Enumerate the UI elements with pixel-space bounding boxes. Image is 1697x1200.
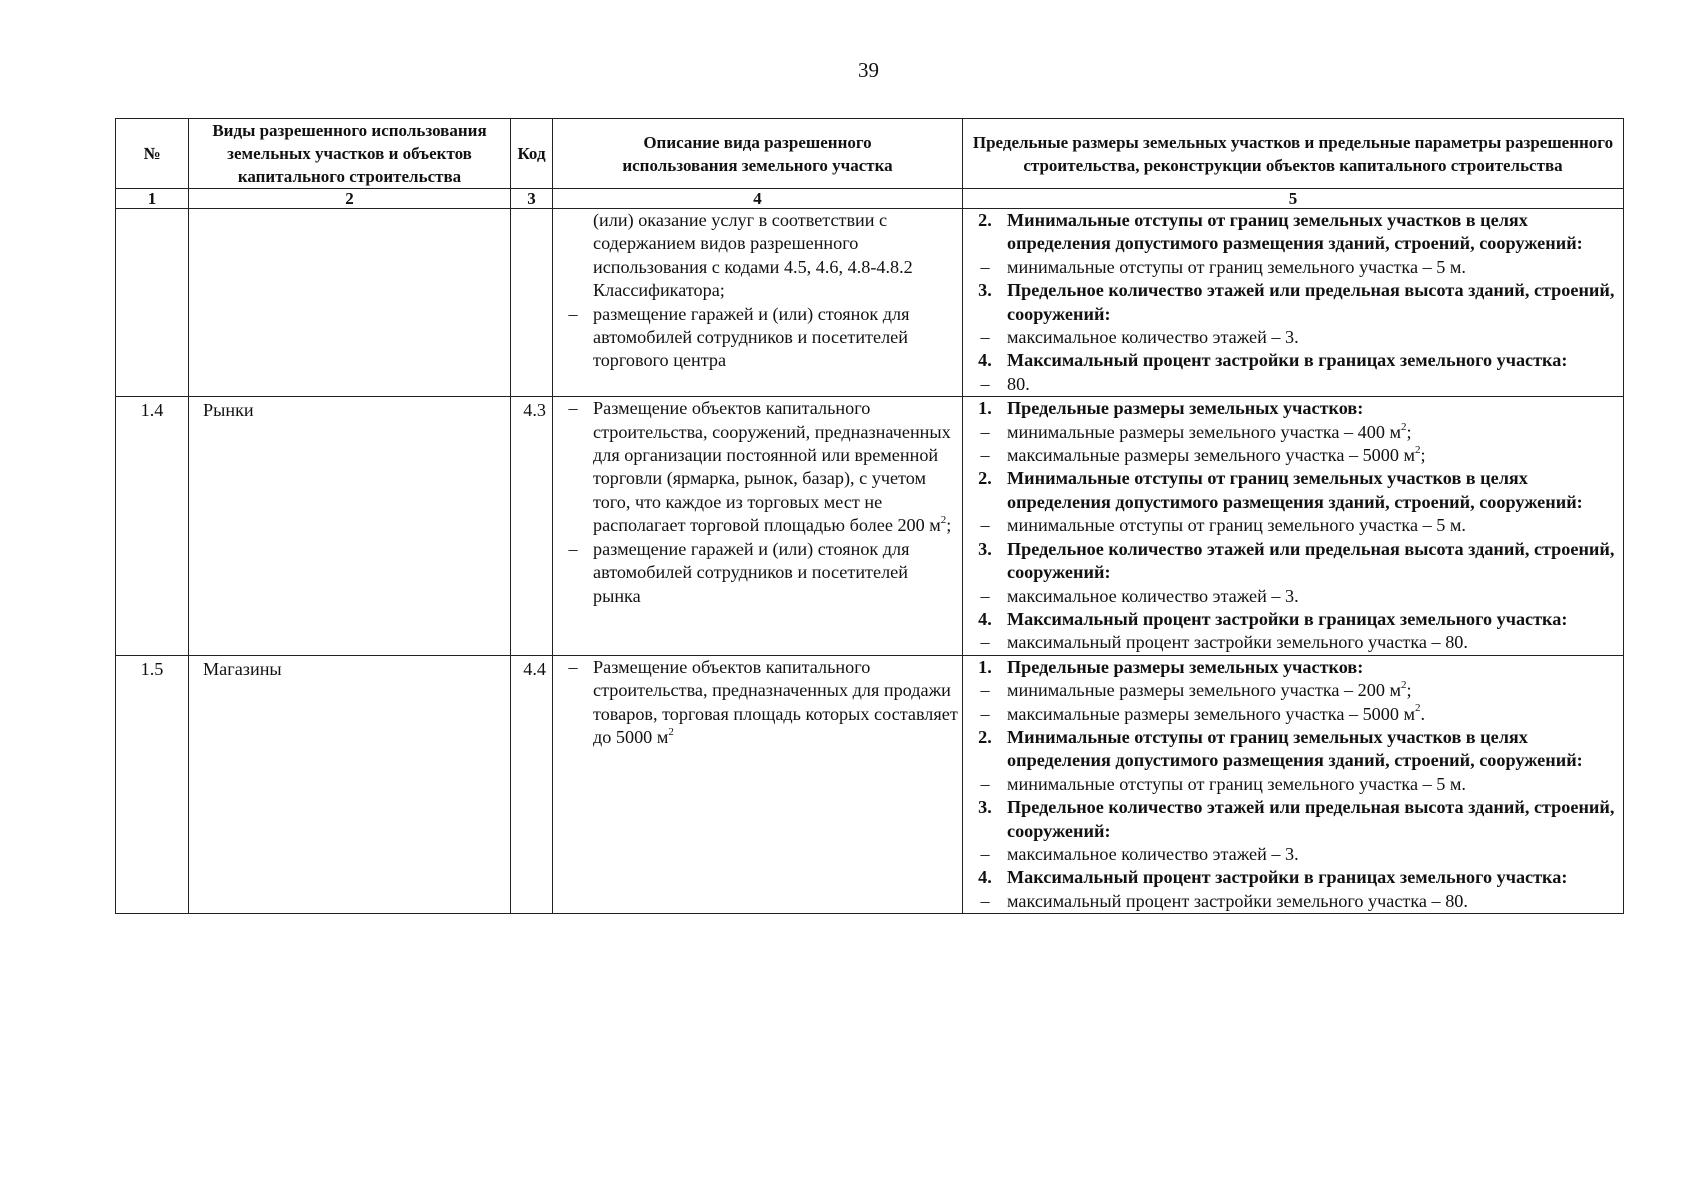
item-marker: –: [980, 843, 990, 864]
item-text-main: Предельное количество этажей или предельная высота зданий, строений, сооружений:: [1007, 538, 1615, 583]
item-text: [1007, 631, 1617, 654]
land-use-table: [115, 118, 1624, 914]
item-marker: –: [568, 303, 578, 324]
item-marker: –: [568, 656, 578, 677]
use-type-name: Магазины: [189, 655, 511, 913]
page-number: 39: [858, 58, 879, 82]
superscript: 2: [668, 725, 674, 738]
item-text-main: Максимальный процент застройки в границах земельного участка:: [1007, 608, 1568, 629]
column-number: 2: [189, 189, 511, 209]
item-text: [1007, 703, 1617, 726]
item-text-main: размещение гаражей и (или) стоянок для автомобилей сотрудников и посетителей рынка: [593, 538, 910, 606]
item-marker: 2.: [978, 726, 992, 747]
parameter-heading: [963, 538, 1617, 585]
item-marker: –: [980, 632, 990, 653]
item-text-main: минимальные размеры земельного участка – 400 м: [1007, 421, 1401, 442]
item-text: [1007, 349, 1617, 372]
parameter-item: [963, 890, 1617, 913]
item-text: [593, 656, 958, 750]
item-text: [1007, 585, 1617, 608]
header-description: Описание вида разрешенного использования земельного участка: [553, 119, 963, 189]
header-parameters: Предельные размеры земельных участков и предельные параметры разрешенного строительства, реконструкции объектов капитального строительства: [963, 119, 1624, 189]
column-number: 4: [553, 189, 963, 209]
item-marker: –: [980, 515, 990, 536]
item-text: [1007, 726, 1617, 773]
item-text: [593, 303, 958, 373]
table-header-row: [116, 119, 1624, 189]
item-marker: 4.: [978, 608, 992, 629]
item-text-main: Предельные размеры земельных участков:: [1007, 656, 1364, 677]
parameter-heading: [963, 866, 1617, 889]
use-parameters: [963, 655, 1624, 913]
item-text-tail: ;: [1406, 421, 1412, 442]
parameter-heading: [963, 656, 1617, 679]
column-number-row: [116, 189, 1624, 209]
use-parameters: [963, 397, 1624, 655]
parameter-item: [963, 421, 1617, 444]
description-item: [553, 656, 958, 750]
item-marker: –: [980, 890, 990, 911]
use-description: [553, 397, 963, 655]
item-text-main: Размещение объектов капитального строительства, сооружений, предназначенных для организации постоянной или временной торговли (ярмарка, рынок, базар), с учетом того, что каждое из торговых мест не располагает торговой площадью более 200 м: [593, 398, 951, 536]
table-row: [116, 655, 1624, 913]
item-text-main: 80.: [1007, 373, 1030, 394]
parameter-heading: [963, 279, 1617, 326]
table-row: [116, 397, 1624, 655]
parameter-item: [963, 444, 1617, 467]
superscript: 2: [1400, 679, 1407, 692]
item-text: [593, 538, 958, 608]
description-item: [553, 538, 958, 608]
item-marker: –: [980, 373, 990, 394]
item-text: [1007, 890, 1617, 913]
use-type-name: Рынки: [189, 397, 511, 655]
row-number: [116, 209, 189, 397]
item-marker: 1.: [978, 398, 992, 419]
parameter-heading: [963, 796, 1617, 843]
table-body: [116, 209, 1624, 914]
item-text: [1007, 444, 1617, 467]
item-marker: –: [980, 327, 990, 348]
superscript: 2: [1415, 444, 1421, 456]
item-marker: 4.: [978, 867, 992, 888]
item-marker: –: [980, 703, 990, 724]
item-text: [1007, 866, 1617, 889]
item-text-main: Минимальные отступы от границ земельных участков в целях определения допустимого размещения зданий, строений, сооружений:: [1007, 726, 1583, 771]
item-text: [1007, 279, 1617, 326]
item-text: [1007, 373, 1617, 396]
item-marker: –: [568, 398, 578, 419]
parameter-item: [963, 514, 1617, 537]
item-text-tail: ;: [1406, 680, 1412, 701]
item-text-main: Размещение объектов капитального строительства, предназначенных для продажи товаров, торговая площадь которых составляет до 5000 м: [593, 656, 958, 747]
item-marker: –: [980, 445, 990, 466]
use-parameters: [963, 209, 1624, 397]
item-text-main: Максимальный процент застройки в границах земельного участка:: [1007, 867, 1568, 888]
item-text-main: максимальное количество этажей – 3.: [1007, 585, 1299, 606]
item-marker: [553, 209, 593, 303]
column-number: 3: [511, 189, 553, 209]
item-text: [1007, 679, 1617, 702]
parameter-item: [963, 326, 1617, 349]
item-text: [1007, 209, 1617, 256]
item-text: [1007, 256, 1617, 279]
table-row: [116, 209, 1624, 397]
column-number: 5: [963, 189, 1624, 209]
item-text: [1007, 656, 1617, 679]
parameter-heading: [963, 397, 1617, 420]
item-marker: –: [980, 773, 990, 794]
item-text-main: Минимальные отступы от границ земельных участков в целях определения допустимого размещения зданий, строений, сооружений:: [1007, 210, 1583, 254]
parameter-item: [963, 843, 1617, 866]
parameter-heading: [963, 467, 1617, 514]
item-text-tail: ;: [1420, 445, 1426, 466]
item-text-main: Минимальные отступы от границ земельных участков в целях определения допустимого размещения зданий, строений, сооружений:: [1007, 468, 1583, 512]
use-description: [553, 655, 963, 913]
row-number: 1.4: [116, 397, 189, 655]
item-marker: –: [980, 421, 990, 442]
description-item: [553, 397, 958, 537]
parameter-item: [963, 256, 1617, 279]
item-text-main: размещение гаражей и (или) стоянок для автомобилей сотрудников и посетителей торгового центра: [593, 303, 910, 371]
item-marker: –: [980, 256, 990, 277]
parameter-item: [963, 373, 1617, 396]
item-text: [593, 397, 958, 537]
item-marker: 3.: [978, 538, 992, 559]
header-number: №: [116, 119, 189, 189]
item-text: [1007, 773, 1617, 796]
parameter-heading: [963, 726, 1617, 773]
parameter-item: [963, 585, 1617, 608]
item-text-tail: ;: [946, 515, 952, 536]
item-text: [593, 209, 958, 303]
item-marker: 2.: [978, 468, 992, 489]
header-use-type: Виды разрешенного использования земельных участков и объектов капитального строительства: [189, 119, 511, 189]
parameter-item: [963, 773, 1617, 796]
item-text-main: максимальное количество этажей – 3.: [1007, 843, 1299, 864]
item-text: [1007, 538, 1617, 585]
item-text-main: максимальный процент застройки земельного участка – 80.: [1007, 632, 1468, 653]
item-text: [1007, 421, 1617, 444]
description-item: [553, 209, 958, 303]
use-description: [553, 209, 963, 397]
parameter-heading: [963, 608, 1617, 631]
item-marker: 4.: [978, 350, 992, 371]
superscript: 2: [940, 514, 947, 527]
item-marker: –: [980, 585, 990, 606]
use-code: 4.3: [511, 397, 553, 655]
item-text: [1007, 796, 1617, 843]
item-text-main: максимальное количество этажей – 3.: [1007, 327, 1299, 348]
parameter-item: [963, 631, 1617, 654]
parameter-heading: [963, 209, 1617, 256]
item-text-main: максимальный процент застройки земельного участка – 80.: [1007, 890, 1468, 911]
item-text-main: максимальные размеры земельного участка – 5000 м: [1007, 703, 1416, 724]
item-text-main: минимальные отступы от границ земельного участка – 5 м.: [1007, 515, 1466, 536]
use-type-name: [189, 209, 511, 397]
item-text-main: минимальные отступы от границ земельного участка – 5 м.: [1007, 256, 1466, 277]
item-text-main: (или) оказание услуг в соответствии с содержанием видов разрешенного использования с кодами 4.5, 4.6, 4.8-4.8.2 Классификатора;: [593, 210, 913, 301]
item-marker: 3.: [978, 797, 992, 818]
parameter-heading: [963, 349, 1617, 372]
header-code: Код: [511, 119, 553, 189]
item-text: [1007, 608, 1617, 631]
column-number: 1: [116, 189, 189, 209]
superscript: 2: [1400, 420, 1407, 433]
use-code: [511, 209, 553, 397]
item-text: [1007, 514, 1617, 537]
item-text-main: минимальные размеры земельного участка – 200 м: [1007, 680, 1401, 701]
item-text: [1007, 843, 1617, 866]
item-marker: –: [980, 680, 990, 701]
item-marker: 1.: [978, 656, 992, 677]
item-text: [1007, 326, 1617, 349]
item-text-main: Предельные размеры земельных участков:: [1007, 398, 1364, 419]
use-code: 4.4: [511, 655, 553, 913]
item-marker: –: [568, 538, 578, 559]
item-text-main: Максимальный процент застройки в границах земельного участка:: [1007, 350, 1568, 371]
superscript: 2: [1415, 702, 1421, 715]
item-text-main: максимальные размеры земельного участка – 5000 м: [1007, 445, 1416, 466]
parameter-item: [963, 703, 1617, 726]
item-text: [1007, 467, 1617, 514]
item-text-main: Предельное количество этажей или предельная высота зданий, строений, сооружений:: [1007, 797, 1615, 841]
parameter-item: [963, 679, 1617, 702]
item-marker: 3.: [978, 280, 992, 301]
item-text-main: минимальные отступы от границ земельного участка – 5 м.: [1007, 773, 1466, 794]
item-text: [1007, 397, 1617, 420]
item-marker: 2.: [978, 210, 992, 230]
item-text-tail: .: [1420, 703, 1426, 724]
item-text-main: Предельное количество этажей или предельная высота зданий, строений, сооружений:: [1007, 280, 1615, 324]
description-item: [553, 303, 958, 373]
row-number: 1.5: [116, 655, 189, 913]
